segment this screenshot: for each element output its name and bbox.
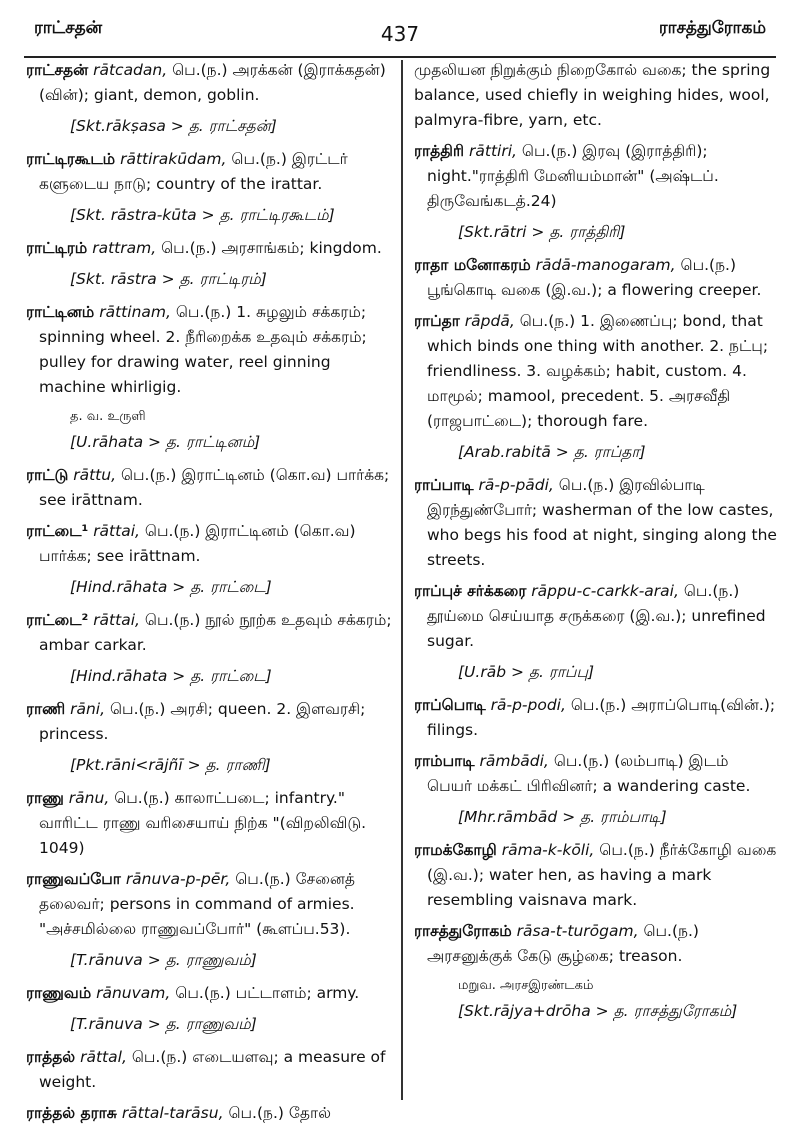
- entry-transliteration: rāttinam,: [99, 303, 171, 321]
- entry-headword: ராட்டிரம்: [26, 239, 88, 257]
- dictionary-entry: [414, 919, 778, 969]
- entry-definition: பெ.(ந.) இராட்டினம் (கொ.வ) பார்க்க; see irāttnam.: [39, 522, 356, 565]
- entry-headword: ராத்தல்: [26, 1048, 76, 1066]
- etymology: [Hind.rāhata > த. ராட்டை]: [70, 667, 272, 685]
- entry-definition: பெ.(ந.) தோல்: [228, 1104, 331, 1122]
- etymology: [Hind.rāhata > த. ராட்டை]: [70, 578, 272, 596]
- dictionary-entry: [26, 1045, 394, 1095]
- entry-headword: ராட்சதன்: [26, 61, 89, 79]
- entry-definition: பெ.(ந.) காலாட்படை; infantry." வாரிட்ட ராணு வரிசையாய் நிற்க "(விறலிவிடு. 1049): [39, 789, 367, 857]
- entry-headword: ராணுவப்போ: [26, 870, 121, 888]
- entry-headword: ராமக்கோழி: [414, 841, 497, 859]
- page-number: 437: [380, 22, 420, 46]
- entry-transliteration: rāttirakūdam,: [120, 150, 227, 168]
- etymology: [Arab.rabitā > த. ராப்தா]: [458, 443, 646, 461]
- entry-definition: பெ.(ந.) எடையளவு; a measure of weight.: [39, 1048, 386, 1091]
- left-column: [26, 58, 394, 1132]
- dictionary-entry: [414, 139, 778, 214]
- etymology: [Skt. rāstra > த. ராட்டிரம்]: [70, 270, 267, 288]
- etymology: [T.rānuva > த. ராணுவம்]: [70, 951, 257, 969]
- entry-headword: ராட்டை¹: [26, 522, 89, 540]
- entry-transliteration: rattram,: [92, 239, 157, 257]
- entry-headword: ராத்திரி: [414, 142, 465, 160]
- dictionary-entry: [26, 519, 394, 569]
- entry-headword: ராப்புச் சர்க்கரை: [414, 582, 527, 600]
- entry-transliteration: rāttal-tarāsu,: [121, 1104, 224, 1122]
- etymology: [U.rāb > த. ராப்பு]: [458, 663, 595, 681]
- entry-transliteration: rānuvam,: [96, 984, 171, 1002]
- entry-transliteration: rānu,: [68, 789, 110, 807]
- entry-definition: பெ.(ந.) 1. இணைப்பு; bond, that which binds one thing with another. 2. நட்பு; friendliness. 3. வழக்கம்; habit, custom. 4. மாமூல்; mamool, precedent. 5. அரசவீதி (ராஜபாட்டை); thorough fare.: [427, 312, 769, 430]
- entry-definition: பெ.(ந.) அரசனுக்குக் கேடு சூழ்கை; treason.: [427, 922, 699, 965]
- entry-headword: ராப்பொடி: [414, 696, 486, 714]
- entry-headword: ராட்டை²: [26, 611, 89, 629]
- etymology: [U.rāhata > த. ராட்டினம்]: [70, 433, 261, 451]
- entry-headword: ராணு: [26, 789, 64, 807]
- entry-headword: ராணி: [26, 700, 66, 718]
- dictionary-entry: [26, 236, 394, 261]
- left-guide-word: ராட்சதன்: [34, 18, 103, 38]
- entry-headword: ராட்டினம்: [26, 303, 95, 321]
- etymology: [Skt. rāstra-kūta > த. ராட்டிரகூடம்]: [70, 206, 335, 224]
- etymology: [Skt.rākṣasa > த. ராட்சதன்]: [70, 117, 277, 135]
- dictionary-entry: [414, 309, 778, 434]
- entry-definition: பெ.(ந.) பூங்கொடி வகை (இ.வ.); a flowering creeper.: [427, 256, 762, 299]
- entry-headword: ராணுவம்: [26, 984, 92, 1002]
- entry-headword: ராசத்துரோகம்: [414, 922, 512, 940]
- right-column: [414, 58, 778, 1032]
- dictionary-entry: [26, 697, 394, 747]
- entry-transliteration: rāttai,: [93, 611, 140, 629]
- entry-definition: பெ.(ந.) அரசாங்கம்; kingdom.: [161, 239, 382, 257]
- entry-headword: ராட்டு: [26, 466, 69, 484]
- entry-transliteration: rāttiri,: [469, 142, 517, 160]
- page-header: [0, 0, 800, 52]
- entry-transliteration: rāttu,: [73, 466, 116, 484]
- entry-headword: ராப்பாடி: [414, 476, 474, 494]
- dictionary-entry: [26, 300, 394, 400]
- entry-definition: முதலியன நிறுக்கும் நிறைகோல் வகை; the spring balance, used chiefly in weighing hides, wool, palmyra-fibre, yarn, etc.: [414, 61, 771, 129]
- entry-headword: ராம்பாடி: [414, 752, 475, 770]
- column-divider: [401, 60, 403, 1100]
- entry-transliteration: rāttal,: [80, 1048, 127, 1066]
- dictionary-entry: [414, 253, 778, 303]
- entry-transliteration: rāma-k-kōli,: [501, 841, 595, 859]
- dictionary-entry: [414, 838, 778, 913]
- entry-transliteration: rā-p-pādi,: [478, 476, 554, 494]
- entry-definition: பெ.(ந.) பட்டாளம்; army.: [175, 984, 360, 1002]
- entry-transliteration: rādā-manogaram,: [535, 256, 676, 274]
- usage-note: மறுவ. அரசஇரண்டகம்: [458, 978, 594, 993]
- dictionary-entry: [414, 58, 778, 133]
- entry-definition: பெ.(ந.) 1. சுழலும் சக்கரம்; spinning wheel. 2. நீரிறைக்க உதவும் சக்கரம்; pulley for drawing water, reel ginning machine whirligig.: [39, 303, 367, 396]
- dictionary-entry: [26, 463, 394, 513]
- etymology: [Skt.rājya+drōha > த. ராசத்துரோகம்]: [458, 1002, 738, 1020]
- usage-note: த. வ. உருளி: [70, 409, 146, 424]
- etymology: [T.rānuva > த. ராணுவம்]: [70, 1015, 257, 1033]
- dictionary-entry: [26, 608, 394, 658]
- dictionary-entry: [414, 579, 778, 654]
- entry-transliteration: rāsa-t-turōgam,: [516, 922, 639, 940]
- etymology: [Pkt.rāni<rājñī > த. ராணி]: [70, 756, 271, 774]
- dictionary-entry: [26, 981, 394, 1006]
- entry-transliteration: rā-p-podi,: [490, 696, 566, 714]
- entry-definition: பெ.(ந.) சேனைத் தலைவர்; persons in command of armies. "அச்சமில்லை ராணுவப்போர்" (கூளப்ப.53).: [39, 870, 356, 938]
- entry-definition: பெ.(ந.) இரவு (இராத்திரி); night."ராத்திரி மேனியம்மான்" (அஷ்டப். திருவேங்கடத்.24): [427, 142, 719, 210]
- etymology: [Mhr.rāmbād > த. ராம்பாடி]: [458, 808, 667, 826]
- right-guide-word: ராசத்துரோகம்: [658, 18, 766, 38]
- entry-definition: பெ.(ந.) (லம்பாடி) இடம் பெயர் மக்கட் பிரிவினர்; a wandering caste.: [427, 752, 751, 795]
- entry-transliteration: rānuva-p-pēr,: [125, 870, 231, 888]
- entry-definition: பெ.(ந.) இரட்டர் களுடைய நாடு; country of the irattar.: [39, 150, 348, 193]
- entry-transliteration: rāppu-c-carkk-arai,: [531, 582, 679, 600]
- dictionary-entry: [26, 867, 394, 942]
- entry-definition: பெ.(ந.) நீர்க்கோழி வகை (இ.வ.); water hen, as having a mark resembling vaisnava mark.: [427, 841, 777, 909]
- entry-headword: ராத்தல் தராசு: [26, 1104, 117, 1122]
- entry-definition: பெ.(ந.) தூய்மை செய்யாத சருக்கரை (இ.வ.); unrefined sugar.: [427, 582, 766, 650]
- entry-definition: பெ.(ந.) அரக்கன் (இராக்கதன்) (வின்); giant, demon, goblin.: [39, 61, 386, 104]
- dictionary-entry: [414, 749, 778, 799]
- entry-transliteration: rāttai,: [93, 522, 140, 540]
- dictionary-entry: [26, 786, 394, 861]
- entry-transliteration: rāmbādi,: [479, 752, 549, 770]
- entry-definition: பெ.(ந.) அராப்பொடி(வின்.); filings.: [427, 696, 776, 739]
- entry-transliteration: rātcadan,: [93, 61, 168, 79]
- entry-headword: ராப்தா: [414, 312, 460, 330]
- entry-headword: ராதா மனோகரம்: [414, 256, 531, 274]
- dictionary-entry: [26, 58, 394, 108]
- etymology: [Skt.rātri > த. ராத்திரி]: [458, 223, 626, 241]
- dictionary-entry: [26, 1101, 394, 1126]
- entry-definition: பெ.(ந.) அரசி; queen. 2. இளவரசி; princess.: [39, 700, 366, 743]
- dictionary-entry: [414, 693, 778, 743]
- entry-transliteration: rāni,: [70, 700, 106, 718]
- entry-definition: பெ.(ந.) இரவில்பாடி இரந்துண்போர்; washerman of the low castes, who begs his food at night, singing along the streets.: [427, 476, 777, 569]
- entry-definition: பெ.(ந.) இராட்டினம் (கொ.வ) பார்க்க; see irāttnam.: [39, 466, 390, 509]
- dictionary-entry: [26, 147, 394, 197]
- entry-transliteration: rāpdā,: [464, 312, 515, 330]
- dictionary-entry: [414, 473, 778, 573]
- entry-definition: பெ.(ந.) நூல் நூற்க உதவும் சக்கரம்; ambar carkar.: [39, 611, 392, 654]
- entry-headword: ராட்டிரகூடம்: [26, 150, 116, 168]
